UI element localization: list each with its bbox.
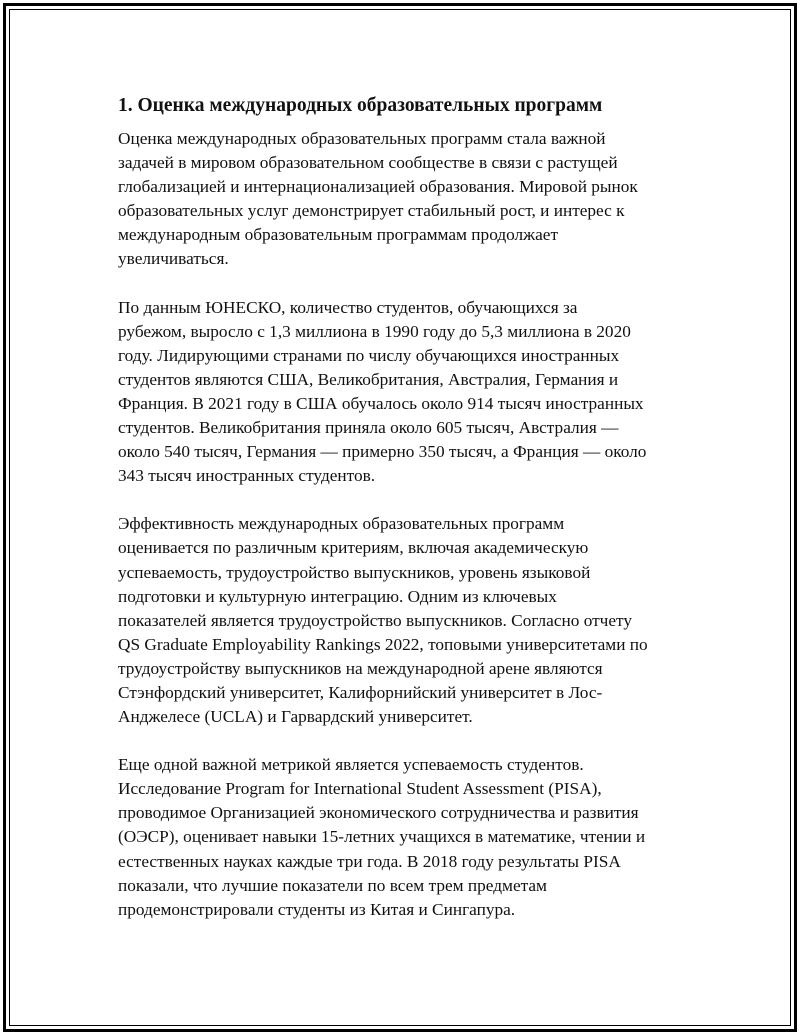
text-line: глобализацией и интернационализацией образования. Мировой рынок [118, 177, 638, 197]
text-line: задачей в мировом образовательном сообществе в связи с растущей [118, 153, 618, 173]
paragraph-intro [118, 127, 688, 272]
text-line: продемонстрировали студенты из Китая и Сингапура. [118, 899, 516, 919]
text-line: Франция. В 2021 году в США обучалось около 914 тысяч иностранных [118, 393, 644, 413]
text-line: По данным ЮНЕСКО, количество студентов, обучающихся за [118, 297, 578, 317]
text-line: 343 тысяч иностранных студентов. [118, 466, 376, 486]
text-line: Стэнфордский университет, Калифорнийский университет в Лос- [118, 682, 603, 702]
text-line: Эффективность международных образовательных программ [118, 514, 565, 534]
text-line: Еще одной важной метрикой является успеваемость студентов. [118, 755, 584, 775]
text-line: году. Лидирующими странами по числу обучающихся иностранных [118, 345, 620, 365]
text-line: Оценка международных образовательных программ стала важной [118, 129, 606, 148]
text-line: успеваемость, трудоустройство выпускников, уровень языковой [118, 562, 591, 582]
text-line: трудоустройству выпускников на международной арене являются [118, 658, 603, 678]
paragraph-effectiveness-criteria [118, 512, 688, 729]
document-body [118, 94, 688, 946]
text-line: проводимое Организацией экономического сотрудничества и развития [118, 803, 639, 823]
paragraph-unesco-statistics [118, 296, 688, 489]
text-line: подготовки и культурную интеграцию. Одним из ключевых [118, 586, 557, 606]
text-line: рубежом, выросло с 1,3 миллиона в 1990 году до 5,3 миллиона в 2020 [118, 321, 631, 341]
text-line: студентов. Великобритания приняла около 605 тысяч, Австралия — [118, 418, 619, 438]
section-heading: 1. Оценка международных образовательных программ [118, 95, 603, 116]
text-line: показали, что лучшие показатели по всем трем предметам [118, 875, 547, 895]
text-line: образовательных услуг демонстрирует стабильный рост, и интерес к [118, 201, 625, 221]
text-line: международным образовательным программам продолжает [118, 225, 558, 245]
text-line: QS Graduate Employability Rankings 2022, топовыми университетами по [118, 634, 648, 654]
text-line: (ОЭСР), оценивает навыки 15-летних учащихся в математике, чтении и [118, 827, 646, 847]
text-line: оценивается по различным критериям, включая академическую [118, 538, 589, 558]
text-line: увеличиваться. [118, 249, 229, 269]
text-line: Анджелесе (UCLA) и Гарвардский университет. [118, 707, 473, 727]
text-line: студентов являются США, Великобритания, Австралия, Германия и [118, 369, 619, 389]
text-line: показателей является трудоустройство выпускников. Согласно отчету [118, 610, 633, 630]
text-line: около 540 тысяч, Германия — примерно 350 тысяч, а Франция — около [118, 442, 647, 462]
text-line: Исследование Program for International Student Assessment (PISA), [118, 779, 602, 799]
paragraph-pisa-performance [118, 753, 688, 922]
text-line: естественных науках каждые три года. В 2018 году результаты PISA [118, 851, 621, 871]
